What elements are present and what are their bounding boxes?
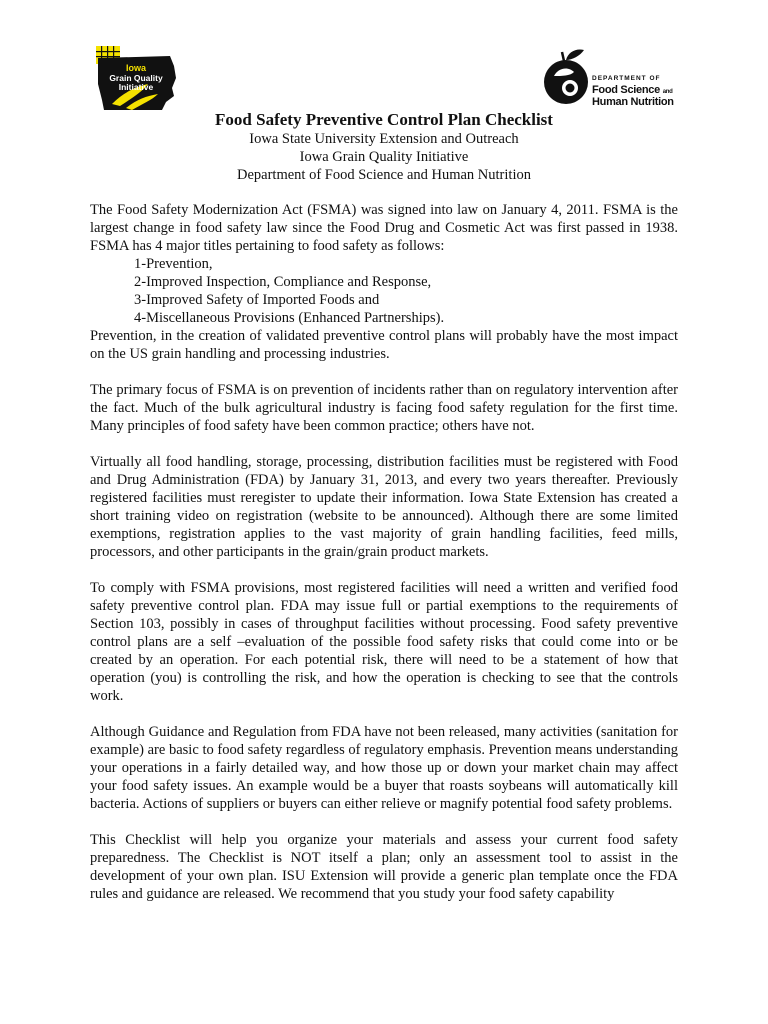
paragraph-prevention: Prevention, in the creation of validated preventive control plans will probably have the most impact on the US grain handling and processing industries. — [90, 328, 678, 362]
logo-line-3: Initiative — [118, 82, 154, 92]
subtitle-initiative: Iowa Grain Quality Initiative — [299, 149, 469, 165]
logo-line-2: Grain Quality — [109, 73, 163, 83]
list-item: 1-Prevention, — [134, 256, 213, 272]
apple-icon — [544, 49, 588, 104]
paragraph-registration: Virtually all food handling, storage, processing, distribution facilities must be registered with Food and Drug Administration (FDA) by January 31, 2013, and every two years thereafter. Previously registered facilities must reregister to update their information. Iowa State Extension has created a short training video on registration (website to be announced). Although there are some limited exemptions, registration applies to the vast majority of grain handling facilities, feed mills, processors, and other participants in the grain/grain product markets. — [90, 454, 678, 560]
logo-line-1: Iowa — [125, 63, 147, 73]
fshn-logo-text — [592, 76, 688, 108]
iowa-grain-quality-initiative-logo — [92, 44, 184, 114]
document-body — [90, 201, 678, 921]
paragraph-guidance: Although Guidance and Regulation from FDA have not been released, many activities (sanitation for example) are basic to food safety regardless of regulatory emphasis. Prevention means understanding your operations in a fairly detailed way, and how those up or down your market chain may affect your food safety issues. An example would be a buyer that roasts soybeans will automatically kill bacteria. Actions of suppliers or buyers can either relieve or magnify potential food safety problems. — [90, 724, 678, 812]
paragraph-checklist: This Checklist will help you organize your materials and assess your current food safety preparedness. The Checklist is NOT itself a plan; only an assessment tool to assist in the development of your own plan. ISU Extension will provide a generic plan template once the FDA rules and guidance are released. We recommend that you study your food safety capability — [90, 832, 678, 902]
document-title: Food Safety Preventive Control Plan Checklist — [215, 110, 553, 129]
fshn-dept-label: DEPARTMENT OF — [592, 75, 661, 82]
subtitle-department: Department of Food Science and Human Nutrition — [237, 167, 531, 183]
paragraph-compliance: To comply with FSMA provisions, most registered facilities will need a written and verified food safety preventive control plan. FDA may issue full or partial exemptions to the requirements of Section 103, possibly in cases of throughput facilities without processing. Food safety preventive control plans are a self –evaluation of the possible food safety risks that could come into or be created by an operation. For each potential risk, there will need to be a statement of how that operation (you) is controlling the risk, and how the operation is checking to see that the controls work. — [90, 580, 678, 704]
paragraph-fsma-intro: The Food Safety Modernization Act (FSMA) was signed into law on January 4, 2011. FSMA is the largest change in food safety law since the Food Drug and Cosmetic Act was first passed in 1938. FSMA has 4 major titles pertaining to food safety as follows: — [90, 202, 678, 254]
subtitle-extension: Iowa State University Extension and Outreach — [249, 131, 519, 147]
list-item: 2-Improved Inspection, Compliance and Response, — [134, 274, 432, 290]
list-item: 4-Miscellaneous Provisions (Enhanced Partnerships). — [134, 310, 445, 326]
paragraph-primary-focus: The primary focus of FSMA is on prevention of incidents rather than on regulatory intervention after the fact. Much of the bulk agricultural industry is facing food safety regulation for the first time. Many principles of food safety have been common practice; others have not. — [90, 382, 678, 434]
fshn-name-line-1 — [592, 85, 688, 96]
fsma-titles-list — [90, 255, 678, 327]
list-item: 3-Improved Safety of Imported Foods and — [134, 292, 380, 308]
fshn-name-line-2: Human Nutrition — [592, 95, 674, 108]
fshn-and-text: and — [662, 88, 673, 95]
fshn-name1-text: Food Science — [592, 83, 660, 96]
